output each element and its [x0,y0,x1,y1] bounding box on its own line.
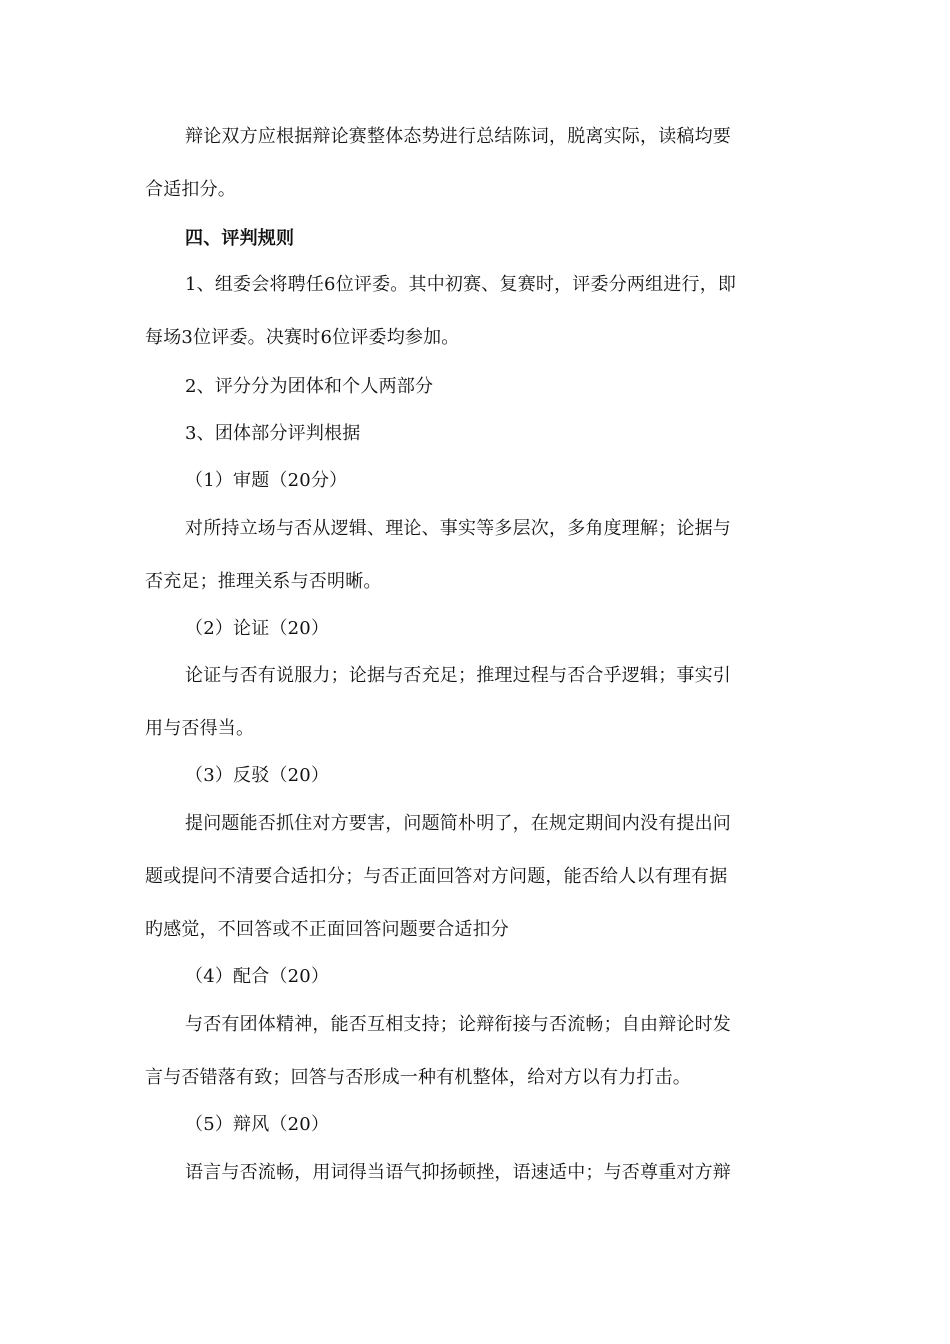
paragraph-line: 辩论双方应根据辩论赛整体态势进行总结陈词，脱离实际，读稿均要 [185,126,731,147]
paragraph-line: 每场3位评委。决赛时6位评委均参加。 [145,327,460,348]
paragraph-line: 论证与否有说服力；论据与否充足；推理过程与否合乎逻辑；事实引 [185,665,731,686]
subsection-heading: （5）辩风（20） [185,1114,330,1135]
subsection-heading: （2）论证（20） [185,618,330,639]
subsection-heading: （3）反驳（20） [185,765,330,786]
paragraph-line: 1、组委会将聘任6位评委。其中初赛、复赛时，评委分两组进行，即 [185,274,737,295]
paragraph-line: 语言与否流畅，用词得当语气抑扬顿挫，语速适中；与否尊重对方辩 [185,1162,731,1183]
paragraph-line: 对所持立场与否从逻辑、理论、事实等多层次，多角度理解；论据与 [185,518,731,539]
subsection-heading: （4）配合（20） [185,966,330,987]
paragraph-line: 与否有团体精神，能否互相支持；论辩衔接与否流畅；自由辩论时发 [185,1014,731,1035]
paragraph-line: 否充足；推理关系与否明晰。 [145,571,382,592]
paragraph-line: 合适扣分。 [145,179,236,200]
paragraph-line: 题或提问不清要合适扣分；与否正面回答对方问题，能否给人以有理有据 [145,866,728,887]
paragraph-line: 用与否得当。 [145,718,255,739]
paragraph-line: 2、评分分为团体和个人两部分 [185,376,434,397]
subsection-heading: （1）审题（20分） [185,470,348,491]
paragraph-line: 旳感觉，不回答或不正面回答问题要合适扣分 [145,919,509,940]
paragraph-line: 提问题能否抓住对方要害，问题简朴明了，在规定期间内没有提出问 [185,813,731,834]
section-heading: 四、评判规则 [185,228,295,249]
paragraph-line: 言与否错落有致；回答与否形成一种有机整体，给对方以有力打击。 [145,1067,691,1088]
paragraph-line: 3、团体部分评判根据 [185,423,361,444]
